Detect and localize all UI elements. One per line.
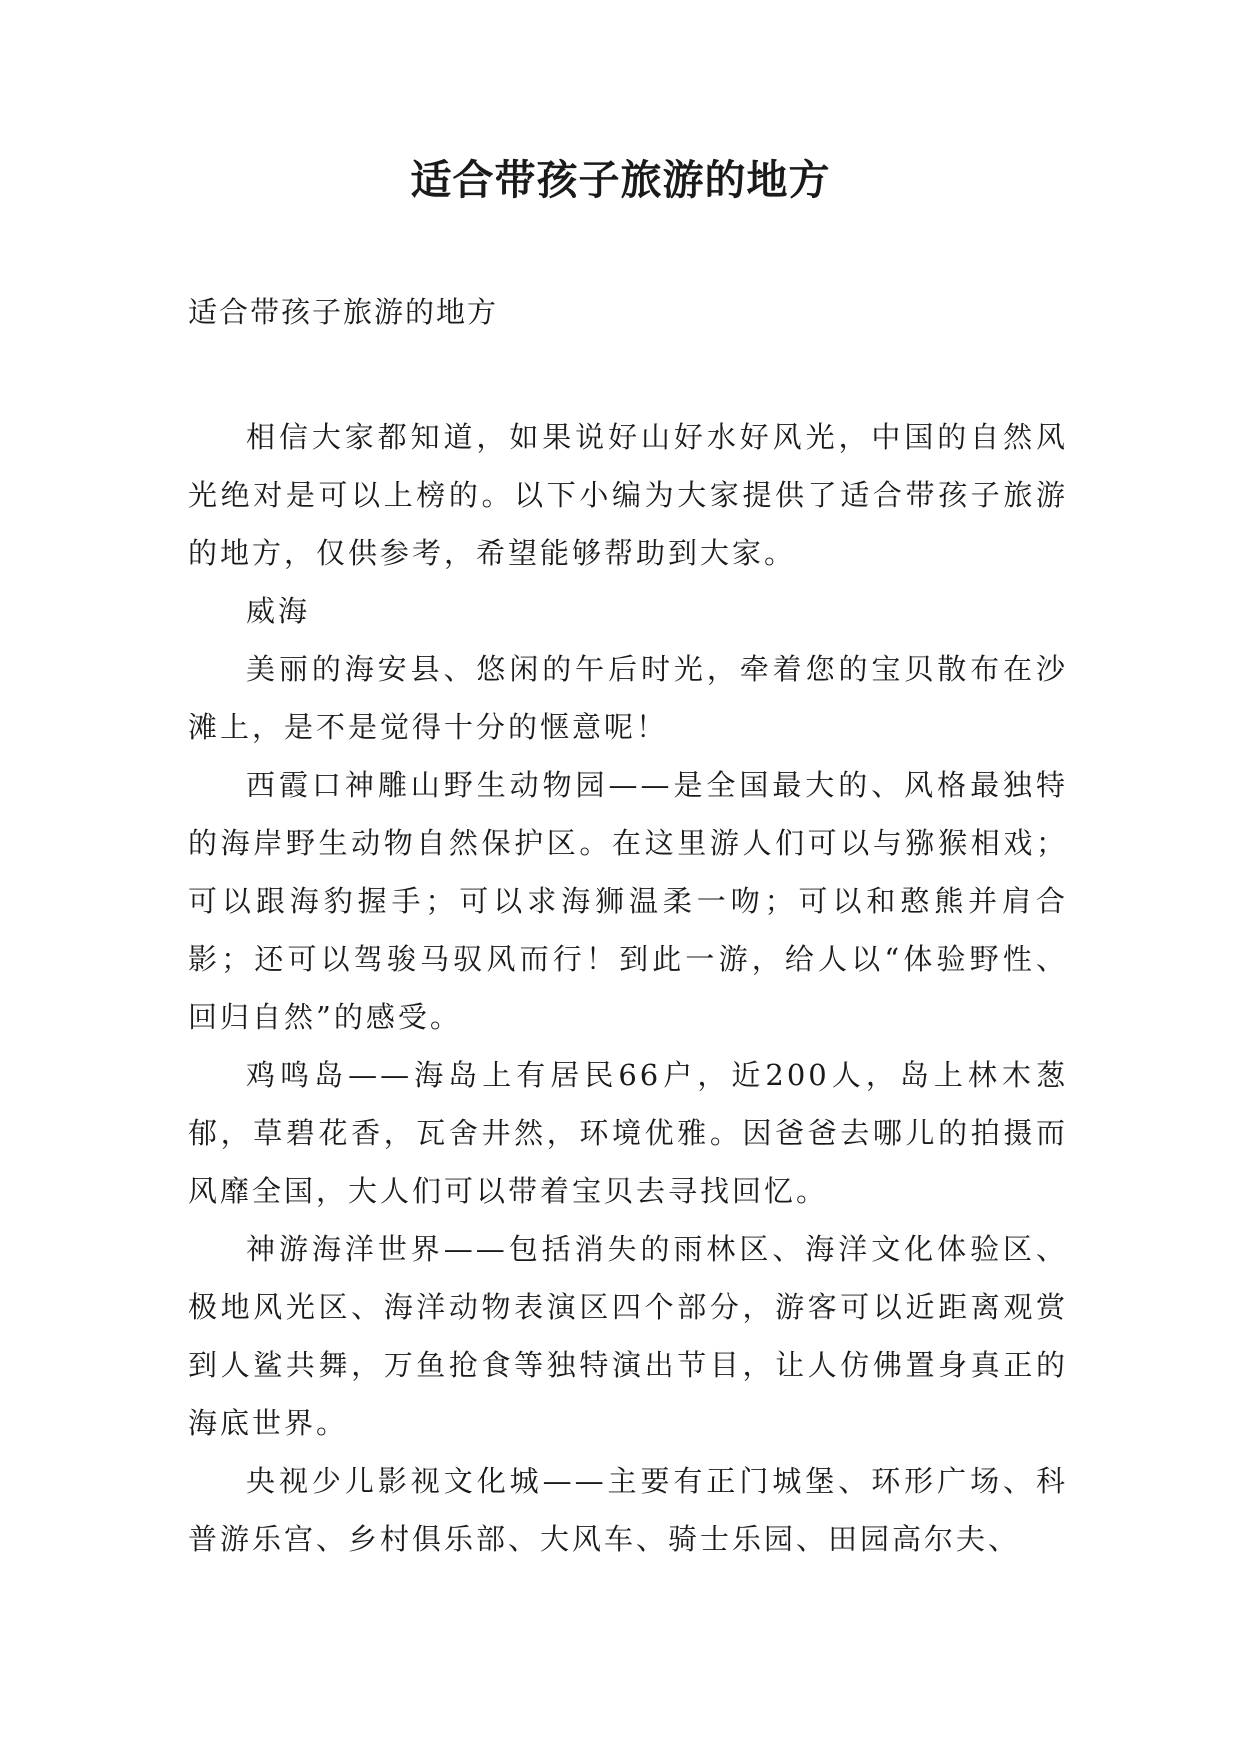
document-subtitle: 适合带孩子旅游的地方 <box>188 295 499 329</box>
paragraph-intro: 相信大家都知道，如果说好山好水好风光，中国的自然风光绝对是可以上榜的。以下小编为大家提供了适合带孩子旅游的地方，仅供参考，希望能够帮助到大家。 <box>188 420 1068 570</box>
paragraph-jimingdao: 鸡鸣岛——海岛上有居民66户，近200人，岛上林木葱郁，草碧花香，瓦舍井然，环境优雅。因爸爸去哪儿的拍摄而风靡全国，大人们可以带着宝贝去寻找回忆。 <box>188 1058 1068 1208</box>
paragraph-xixiakou: 西霞口神雕山野生动物园——是全国最大的、风格最独特的海岸野生动物自然保护区。在这里游人们可以与猕猴相戏；可以跟海豹握手；可以求海狮温柔一吻；可以和憨熊并肩合影；还可以驾骏马驭风而行！到此一游，给人以“体验野性、回归自然”的感受。 <box>188 768 1068 1034</box>
paragraph-haian: 美丽的海安县、悠闲的午后时光，牵着您的宝贝散布在沙滩上，是不是觉得十分的惬意呢！ <box>188 652 1068 744</box>
paragraph-ocean-world: 神游海洋世界——包括消失的雨林区、海洋文化体验区、极地风光区、海洋动物表演区四个部分，游客可以近距离观赏到人鲨共舞，万鱼抢食等独特演出节目，让人仿佛置身真正的海底世界。 <box>188 1232 1068 1440</box>
document-body <box>188 408 1068 1568</box>
paragraph-cctv-city: 央视少儿影视文化城——主要有正门城堡、环形广场、科普游乐宫、乡村俱乐部、大风车、骑士乐园、田园高尔夫、 <box>188 1464 1068 1556</box>
document-title: 适合带孩子旅游的地方 <box>410 156 831 204</box>
paragraph-heading-weihai: 威海 <box>246 594 311 628</box>
